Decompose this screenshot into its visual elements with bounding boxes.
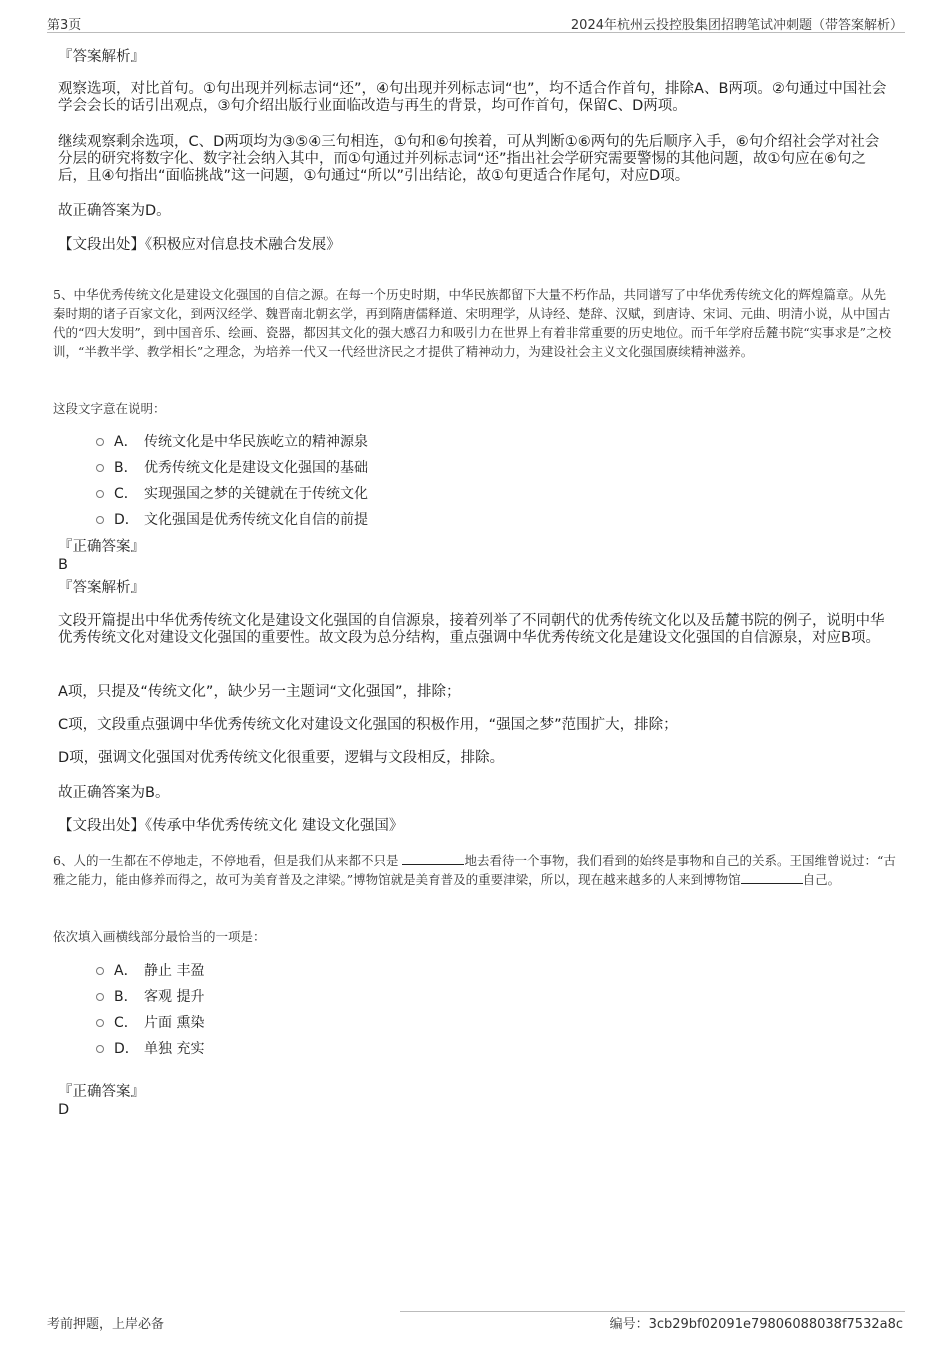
q5-stem: 5、中华优秀传统文化是建设文化强国的自信之源。在每一个历史时期，中华民族都留下大量不朽作品，共同谱写了中华优秀传统文化的辉煌篇章。从先秦时期的诸子百家文化，到两汉经学、魏晋南北朝玄学，再到隋唐儒释道、宋明理学，从诗经、楚辞、汉赋，到唐诗、宋词、元曲、明清小说，从中国古代的“四大发明”，到中国音乐、绘画、瓷器，都因其文化的强大感召力和吸引力在世界上有着非常重要的历史地位。而千年学府岳麓书院“实事求是”之校训，“半教半学、教学相长”之理念，为培养一代又一代经世济民之才提供了精神动力，为建设社会主义文化强国赓续精神滋养。 <box>53 287 892 359</box>
radio-icon[interactable] <box>96 464 104 472</box>
q6-stem-part-a: 6、人的一生都在不停地走，不停地看，但是我们从来都不只是 <box>53 853 399 868</box>
option-text: 优秀传统文化是建设文化强国的基础 <box>144 460 368 476</box>
option-text: 实现强国之梦的关键就在于传统文化 <box>144 486 368 502</box>
q5-option-d[interactable] <box>96 511 368 529</box>
q5-analysis-para4: D项，强调文化强国对优秀传统文化很重要，逻辑与文段相反，排除。 <box>58 750 505 766</box>
option-key: D． <box>114 512 139 528</box>
q6-correct-label: 『正确答案』 <box>58 1084 145 1100</box>
q6-stem <box>53 851 898 889</box>
option-text: 静止 丰盈 <box>144 963 205 979</box>
q6-prompt: 依次填入画横线部分最恰当的一项是： <box>53 929 266 944</box>
option-text: 文化强国是优秀传统文化自信的前提 <box>144 512 368 528</box>
q6-option-d[interactable] <box>96 1040 204 1058</box>
option-text: 传统文化是中华民族屹立的精神源泉 <box>144 434 368 450</box>
q5-option-a[interactable] <box>96 433 368 451</box>
page-number: 第3页 <box>47 18 82 33</box>
q5-option-c[interactable] <box>96 485 368 503</box>
option-key: B． <box>114 460 138 476</box>
option-key: A． <box>114 434 138 450</box>
q5-correct-label: 『正确答案』 <box>58 539 145 555</box>
document-title: 2024年杭州云投控股集团招聘笔试冲刺题（带答案解析） <box>570 18 903 33</box>
q5-option-b[interactable] <box>96 459 368 477</box>
radio-icon[interactable] <box>96 438 104 446</box>
q5-analysis-para3: C项，文段重点强调中华优秀传统文化对建设文化强国的积极作用，“强国之梦”范围扩大，排除； <box>58 717 678 733</box>
option-key: D． <box>114 1041 139 1057</box>
q6-stem-part-b: 地去看待一个事物，我们看到的始终是事物和自己的关系。王国维曾说过：“古雅之能力，能由修养而得之，故可为美育普及之津梁。”博物馆就是美育普及的重要津梁，所以，现在越来越多的人来到博物馆 <box>53 853 896 887</box>
radio-icon[interactable] <box>96 516 104 524</box>
option-key: C． <box>114 486 138 502</box>
q4-analysis-para2: 继续观察剩余选项，C、D两项均为③⑤④三句相连，①句和⑥句挨着，可从判断①⑥两句的先后顺序入手，⑥句介绍社会学对社会分层的研究将数字化、数字社会纳入其中，而①句通过并列标志词“还”指出社会学研究需要警惕的其他问题，故①句应在⑥句之后，且④句指出“面临挑战”这一问题，①句通过“所以”引出结论，故①句更适合作尾句，对应D项。 <box>58 134 880 184</box>
q5-source: 【文段出处】《传承中华优秀传统文化 建设文化强国》 <box>58 818 404 834</box>
option-key: C． <box>114 1015 138 1031</box>
answer-blank <box>741 871 803 884</box>
option-text: 客观 提升 <box>144 989 205 1005</box>
radio-icon[interactable] <box>96 993 104 1001</box>
q5-analysis-para1: 文段开篇提出中华优秀传统文化是建设文化强国的自信源泉，接着列举了不同朝代的优秀传统文化以及岳麓书院的例子，说明中华优秀传统文化对建设文化强国的重要性。故文段为总分结构，重点强调中华优秀传统文化是建设文化强国的自信源泉，对应B项。 <box>58 613 885 646</box>
radio-icon[interactable] <box>96 967 104 975</box>
option-key: B． <box>114 989 138 1005</box>
q5-analysis-label: 『答案解析』 <box>58 580 145 596</box>
header-divider <box>47 32 905 33</box>
radio-icon[interactable] <box>96 490 104 498</box>
q5-prompt: 这段文字意在说明： <box>53 401 166 416</box>
q5-correct-answer: B <box>58 557 68 573</box>
document-code: 编号：3cb29bf02091e79806088038f7532a8c <box>609 1317 903 1332</box>
q5-conclusion: 故正确答案为B。 <box>58 785 170 801</box>
q6-correct-answer: D <box>58 1102 70 1118</box>
option-text: 片面 熏染 <box>144 1015 205 1031</box>
q4-source: 【文段出处】《积极应对信息技术融合发展》 <box>58 237 341 253</box>
option-key: A． <box>114 963 138 979</box>
answer-blank <box>402 852 464 865</box>
footer-slogan: 考前押题，上岸必备 <box>47 1317 165 1332</box>
q6-option-b[interactable] <box>96 988 204 1006</box>
q4-analysis-para1: 观察选项，对比首句。①句出现并列标志词“还”，④句出现并列标志词“也”，均不适合作首句，排除A、B两项。②句通过中国社会学会会长的话引出观点，③句介绍出版行业面临改造与再生的背景，均可作首句，保留C、D两项。 <box>58 81 887 114</box>
radio-icon[interactable] <box>96 1045 104 1053</box>
q4-analysis-label: 『答案解析』 <box>58 49 145 65</box>
radio-icon[interactable] <box>96 1019 104 1027</box>
q6-stem-part-c: 自己。 <box>802 872 841 887</box>
q4-conclusion: 故正确答案为D。 <box>58 203 171 219</box>
q6-option-c[interactable] <box>96 1014 204 1032</box>
q5-analysis-para2: A项，只提及“传统文化”，缺少另一主题词“文化强国”，排除； <box>58 684 461 700</box>
q6-option-a[interactable] <box>96 962 204 980</box>
footer-divider <box>400 1311 905 1312</box>
option-text: 单独 充实 <box>144 1041 205 1057</box>
